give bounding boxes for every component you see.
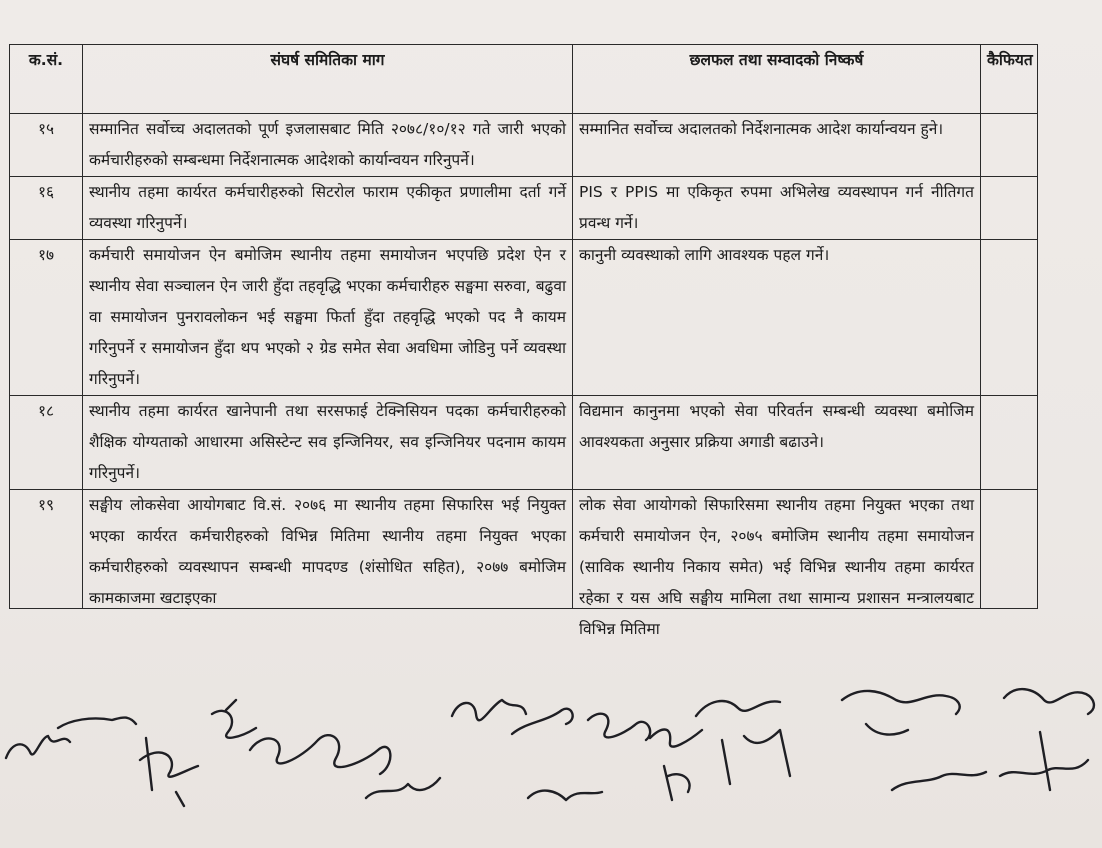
row-demand bbox=[83, 490, 573, 609]
signature bbox=[842, 691, 960, 735]
table-header-row bbox=[10, 45, 1038, 114]
signature bbox=[6, 718, 136, 759]
signature bbox=[212, 700, 256, 738]
row-remarks bbox=[981, 177, 1038, 240]
table-row bbox=[10, 396, 1038, 490]
signature bbox=[366, 778, 440, 798]
header-remarks: कैफियत bbox=[981, 45, 1038, 114]
table-row bbox=[10, 490, 1038, 609]
row-remarks bbox=[981, 114, 1038, 177]
signature bbox=[512, 709, 573, 734]
signature bbox=[528, 791, 602, 800]
header-conclusion: छलफल तथा सम्वादको निष्कर्ष bbox=[573, 45, 981, 114]
signature bbox=[588, 714, 650, 740]
signature bbox=[892, 732, 1088, 790]
signature bbox=[696, 701, 790, 784]
table-row bbox=[10, 177, 1038, 240]
row-serial: १८ bbox=[10, 396, 83, 490]
row-serial: १६ bbox=[10, 177, 83, 240]
row-remarks bbox=[981, 240, 1038, 396]
row-demand: स्थानीय तहमा कार्यरत कर्मचारीहरुको सिटरोल फाराम एकीकृत प्रणालीमा दर्ता गर्ने व्यवस्था गरिनुपर्ने। bbox=[83, 177, 573, 240]
row-remarks bbox=[981, 396, 1038, 490]
header-demand: संघर्ष समितिका माग bbox=[83, 45, 573, 114]
row-conclusion-text: लोक सेवा आयोगको सिफारिसमा स्थानीय तहमा नियुक्त भएका तथा कर्मचारी समायोजन ऐन, २०७५ बमोजिम स्थानीय तहमा समायोजन (साविक स्थानीय निकाय समेत) भई विभिन्न स्थानीय तहमा कार्यरत रहेका र यस अघि सङ्घीय मामिला तथा सामान्य प्रशासन मन्त्रालयबाट विभिन्न मितिमा bbox=[579, 496, 974, 638]
signatures-area bbox=[0, 680, 1102, 848]
row-demand: कर्मचारी समायोजन ऐन बमोजिम स्थानीय तहमा समायोजन भएपछि प्रदेश ऐन र स्थानीय सेवा सञ्चालन ऐन जारी हुँदा तहवृद्धि भएका कर्मचारीहरु सङ्घमा सरुवा, बढुवा वा समायोजन पुनरावलोकन भई सङ्घमा फिर्ता हुँदा तहवृद्धि भएको पद नै कायम गरिनुपर्ने र समायोजन हुँदा थप भएको २ ग्रेड समेत सेवा अवधिमा जोडिनु पर्ने व्यवस्था गरिनुपर्ने। bbox=[83, 240, 573, 396]
table-row bbox=[10, 240, 1038, 396]
row-conclusion: कानुनी व्यवस्थाको लागि आवश्यक पहल गर्ने। bbox=[573, 240, 981, 396]
signature bbox=[1004, 689, 1094, 714]
row-serial: १५ bbox=[10, 114, 83, 177]
table-row bbox=[10, 114, 1038, 177]
header-serial: क.सं. bbox=[10, 45, 83, 114]
demands-table bbox=[9, 44, 1038, 638]
row-conclusion: विद्यमान कानुनमा भएको सेवा परिवर्तन सम्बन्धी व्यवस्था बमोजिम आवश्यकता अनुसार प्रक्रिया अगाडी बढाउने। bbox=[573, 396, 981, 490]
handwritten-signatures bbox=[0, 680, 1102, 848]
row-demand: स्थानीय तहमा कार्यरत खानेपानी तथा सरसफाई टेक्निसियन पदका कर्मचारीहरुको शैक्षिक योग्यताको आधारमा असिस्टेन्ट सव इन्जिनियर, सव इन्जिनियर पदनाम कायम गरिनुपर्ने। bbox=[83, 396, 573, 490]
row-serial: १७ bbox=[10, 240, 83, 396]
row-serial: १९ bbox=[10, 490, 83, 609]
row-conclusion bbox=[573, 490, 981, 638]
signature bbox=[250, 735, 390, 774]
row-conclusion: सम्मानित सर्वोच्च अदालतको निर्देशनात्मक आदेश कार्यान्वयन हुने। bbox=[573, 114, 981, 177]
row-remarks bbox=[981, 490, 1038, 609]
row-demand-text: सङ्घीय लोकसेवा आयोगबाट वि.सं. २०७६ मा स्थानीय तहमा सिफारिस भई नियुक्त भएका कार्यरत कर्मचारीहरुको विभिन्न मितिमा स्थानीय तहमा नियुक्त भएका कर्मचारीहरुको व्यवस्थापन सम्बन्धी मापदण्ड (शंसोधित सहित), २०७७ बमोजिम कामकाजमा खटाइएका bbox=[89, 496, 566, 607]
signature bbox=[650, 730, 702, 801]
signature bbox=[452, 700, 526, 720]
row-conclusion: PIS र PPIS मा एकिकृत रुपमा अभिलेख व्यवस्थापन गर्न नीतिगत प्रवन्ध गर्ने। bbox=[573, 177, 981, 240]
signature bbox=[140, 738, 198, 806]
row-demand: सम्मानित सर्वोच्च अदालतको पूर्ण इजलासबाट मिति २०७८/१०/१२ गते जारी भएको कर्मचारीहरुको सम्बन्धमा निर्देशनात्मक आदेशको कार्यान्वयन गरिनुपर्ने। bbox=[83, 114, 573, 177]
